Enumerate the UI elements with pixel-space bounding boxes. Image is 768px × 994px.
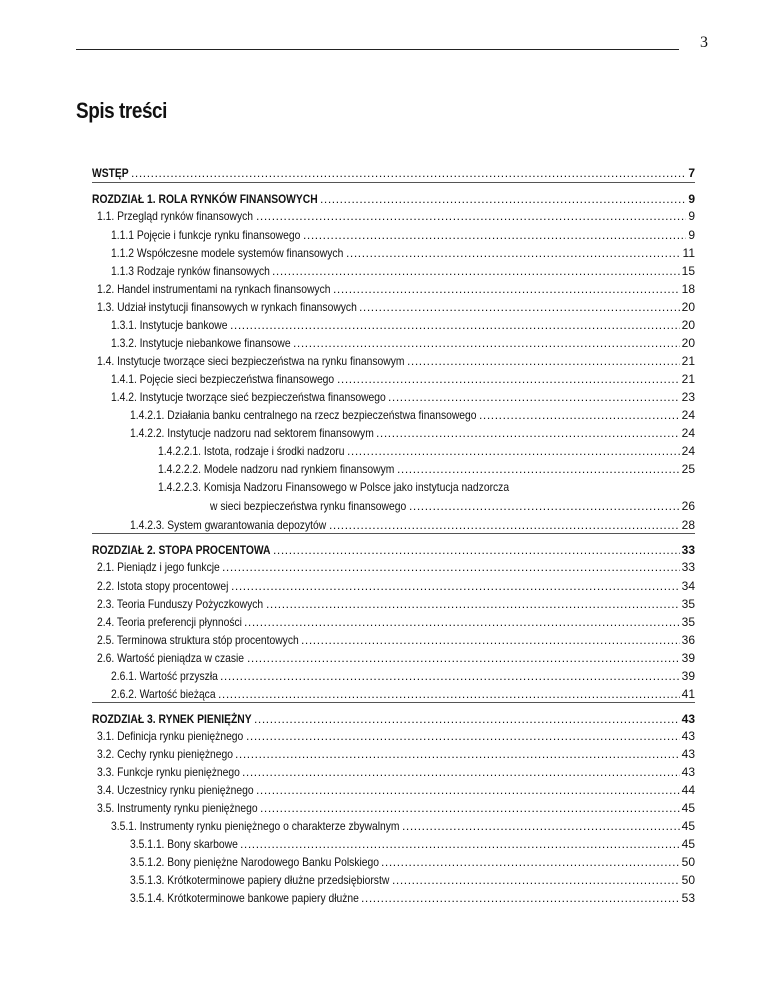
toc-entry[interactable]: [97, 352, 695, 370]
toc-page-number: 9: [688, 209, 695, 223]
toc-page-number: 20: [681, 318, 695, 332]
dot-leader: [222, 558, 680, 576]
toc-entry-label: 1.1. Przegląd rynków finansowych: [97, 209, 254, 223]
dot-leader: [402, 817, 680, 835]
toc-entry-label: 1.4.2.2.2. Modele nadzoru nad rynkiem finansowym: [158, 462, 395, 476]
dot-leader: [301, 631, 680, 649]
toc-entry[interactable]: [130, 424, 695, 442]
toc-entry-label: 1.3. Udział instytucji finansowych w rynkach finansowych: [97, 300, 357, 314]
toc-entry[interactable]: [111, 685, 695, 703]
toc-entry-label: 2.3. Teoria Funduszy Pożyczkowych: [97, 597, 264, 611]
toc-entry[interactable]: [158, 460, 695, 478]
toc-page-number: 36: [681, 633, 695, 647]
toc-entry-label: 1.3.2. Instytucje niebankowe finansowe: [111, 336, 291, 350]
dot-leader: [346, 244, 681, 262]
toc-page-number: 44: [681, 783, 695, 797]
toc-entry[interactable]: [97, 280, 695, 298]
toc-entry[interactable]: [111, 667, 695, 685]
toc-entry-label: 2.2. Istota stopy procentowej: [97, 579, 229, 593]
dot-leader: [273, 541, 680, 559]
toc-entry-label: 1.4.2.3. System gwarantowania depozytów: [130, 518, 327, 532]
toc-entry-label: 1.1.3 Rodzaje rynków finansowych: [111, 264, 270, 278]
toc-entry[interactable]: [97, 745, 695, 763]
toc-entry-label: 1.1.2 Współczesne modele systemów finansowych: [111, 246, 344, 260]
toc-entry[interactable]: [97, 727, 695, 745]
dot-leader: [381, 853, 680, 871]
dot-leader: [293, 334, 680, 352]
toc-entry-label: 3.1. Definicja rynku pieniężnego: [97, 729, 244, 743]
dot-leader: [303, 226, 686, 244]
toc-page-number: 7: [688, 166, 695, 180]
toc-page-number: 20: [681, 336, 695, 350]
toc-entry[interactable]: [130, 835, 695, 853]
page-number: 3: [700, 34, 708, 51]
toc-page-number: 24: [681, 408, 695, 422]
toc-entry[interactable]: [97, 631, 695, 649]
dot-leader: [397, 460, 680, 478]
toc-page-number: 50: [681, 855, 695, 869]
toc-page-number: 34: [681, 579, 695, 593]
toc-entry[interactable]: [97, 763, 695, 781]
toc-entry[interactable]: [111, 262, 695, 280]
toc-entry[interactable]: [111, 817, 695, 835]
toc-entry-label: 1.2. Handel instrumentami na rynkach finansowych: [97, 282, 331, 296]
toc-page-number: 45: [681, 801, 695, 815]
dot-leader: [246, 727, 680, 745]
toc-entry[interactable]: [130, 889, 695, 907]
toc-entry[interactable]: [111, 370, 695, 388]
toc-entry-label: 3.5.1.3. Krótkoterminowe papiery dłużne przedsiębiorstw: [130, 873, 390, 887]
toc-entry-label: ROZDZIAŁ 3. RYNEK PIENIĘŻNY: [92, 712, 252, 726]
dot-leader: [218, 685, 680, 703]
dot-leader: [347, 442, 680, 460]
toc-entry-label: 1.4.2.2. Instytucje nadzoru nad sektorem finansowym: [130, 426, 374, 440]
header-rule: [76, 49, 679, 50]
toc-entry-label: 2.6.1. Wartość przyszła: [111, 669, 218, 683]
toc-entry-label-text: 1.4.2.2.3. Komisja Nadzoru Finansowego w Polsce jako instytucja nadzorcza: [158, 480, 510, 494]
toc-page-number: 24: [681, 444, 695, 458]
toc-entry-label: w sieci bezpieczeństwa rynku finansowego: [210, 499, 407, 513]
toc-page-number: 28: [681, 518, 695, 532]
toc-entry-label: 2.5. Terminowa struktura stóp procentowych: [97, 633, 299, 647]
toc-entry[interactable]: [111, 334, 695, 352]
toc-entry[interactable]: [97, 781, 695, 799]
dot-leader: [131, 164, 686, 182]
dot-leader: [333, 280, 680, 298]
toc-page-number: 35: [681, 615, 695, 629]
toc-entry[interactable]: [97, 595, 695, 613]
toc-chapter-entry[interactable]: [92, 710, 695, 728]
toc-page-number: 53: [681, 891, 695, 905]
toc-entry-label: 1.4.2. Instytucje tworzące sieć bezpieczeństwa finansowego: [111, 390, 386, 404]
toc-entry[interactable]: [210, 497, 695, 515]
toc-page-number: 45: [681, 819, 695, 833]
toc-chapter-entry[interactable]: [92, 164, 695, 182]
dot-leader: [329, 516, 680, 534]
dot-leader: [247, 649, 680, 667]
toc-entry-label: 2.6. Wartość pieniądza w czasie: [97, 651, 245, 665]
toc-entry[interactable]: [97, 558, 695, 576]
toc-entry[interactable]: [97, 613, 695, 631]
toc-entry-label: 1.4.2.1. Działania banku centralnego na rzecz bezpieczeństwa finansowego: [130, 408, 477, 422]
toc-entry-label: 2.6.2. Wartość bieżąca: [111, 687, 216, 701]
toc-entry[interactable]: [111, 244, 695, 262]
dot-leader: [392, 871, 680, 889]
toc-page-number: 24: [681, 426, 695, 440]
toc-entry-label: 1.4. Instytucje tworzące sieci bezpieczeństwa na rynku finansowym: [97, 354, 405, 368]
toc-entry-label: 1.4.2.2.1. Istota, rodzaje i środki nadzoru: [158, 444, 345, 458]
toc-page-number: 39: [681, 651, 695, 665]
toc-entry[interactable]: [111, 388, 695, 406]
dot-leader: [320, 190, 686, 208]
toc-page-number: 50: [681, 873, 695, 887]
toc-page-number: 18: [681, 282, 695, 296]
toc-entry-label: 2.1. Pieniądz i jego funkcje: [97, 560, 220, 574]
toc-entry[interactable]: [130, 853, 695, 871]
toc-page-number: 15: [681, 264, 695, 278]
dot-leader: [359, 298, 680, 316]
toc-entry-label: 1.4.1. Pojęcie sieci bezpieczeństwa finansowego: [111, 372, 335, 386]
toc-entry-label: 3.4. Uczestnicy rynku pieniężnego: [97, 783, 254, 797]
dot-leader: [361, 889, 680, 907]
toc-entry[interactable]: [111, 226, 695, 244]
toc-page-number: 23: [681, 390, 695, 404]
toc-entry-label: ROZDZIAŁ 1. ROLA RYNKÓW FINANSOWYCH: [92, 192, 318, 206]
toc-page-number: 43: [681, 729, 695, 743]
dot-leader: [220, 667, 680, 685]
toc-entry[interactable]: [130, 871, 695, 889]
dot-leader: [235, 745, 680, 763]
dot-leader: [231, 577, 680, 595]
dot-leader: [479, 406, 680, 424]
toc-chapter-entry[interactable]: [92, 190, 695, 208]
dot-leader: [254, 710, 680, 728]
toc-entry-label: [158, 478, 566, 496]
toc-page-number: 21: [681, 372, 695, 386]
toc-page-number: 20: [681, 300, 695, 314]
toc-entry-label: ROZDZIAŁ 2. STOPA PROCENTOWA: [92, 543, 271, 557]
dot-leader: [337, 370, 680, 388]
toc-page-number: 41: [681, 687, 695, 701]
dot-leader: [230, 316, 680, 334]
dot-leader: [256, 207, 686, 225]
toc-page-number: 9: [688, 192, 695, 206]
toc-entry-label: 3.5.1.4. Krótkoterminowe bankowe papiery dłużne: [130, 891, 359, 905]
toc-page-number: 43: [681, 712, 695, 726]
toc-entry-label: 1.1.1 Pojęcie i funkcje rynku finansowego: [111, 228, 301, 242]
toc-entry-label: 3.2. Cechy rynku pieniężnego: [97, 747, 233, 761]
toc-entry[interactable]: [130, 406, 695, 424]
dot-leader: [260, 799, 680, 817]
dot-leader: [376, 424, 680, 442]
chapter-separator: [92, 182, 695, 183]
toc-page-number: 9: [688, 228, 695, 242]
dot-leader: [388, 388, 680, 406]
toc-entry[interactable]: [97, 577, 695, 595]
toc-page-number: 33: [681, 543, 695, 557]
toc-entry[interactable]: [111, 316, 695, 334]
toc-entry[interactable]: [97, 799, 695, 817]
toc-entry-label: 2.4. Teoria preferencji płynności: [97, 615, 242, 629]
toc-page-number: 45: [681, 837, 695, 851]
toc-page-number: 39: [681, 669, 695, 683]
toc-entry[interactable]: [97, 207, 695, 225]
toc-entry-label: 3.5.1. Instrumenty rynku pieniężnego o charakterze zbywalnym: [111, 819, 400, 833]
toc-entry-label: WSTĘP: [92, 166, 129, 180]
dot-leader: [409, 497, 680, 515]
toc-entry[interactable]: [158, 442, 695, 460]
dot-leader: [272, 262, 680, 280]
toc-entry-label: 3.5.1.1. Bony skarbowe: [130, 837, 238, 851]
toc-page-number: 43: [681, 747, 695, 761]
toc-entry-label: 3.5.1.2. Bony pieniężne Narodowego Banku Polskiego: [130, 855, 379, 869]
toc-page-number: 33: [681, 560, 695, 574]
toc-page-number: 25: [681, 462, 695, 476]
toc-entry[interactable]: [130, 516, 695, 534]
dot-leader: [256, 781, 680, 799]
toc-page-number: 43: [681, 765, 695, 779]
toc-title: Spis treści: [76, 98, 167, 123]
toc-page-number: 21: [681, 354, 695, 368]
toc-entry[interactable]: [97, 298, 695, 316]
toc-entry-label: 3.5. Instrumenty rynku pieniężnego: [97, 801, 258, 815]
dot-leader: [244, 613, 680, 631]
toc-page-number: 26: [681, 499, 695, 513]
toc-page-number: 11: [682, 246, 695, 260]
toc-entry-label: 3.3. Funkcje rynku pieniężnego: [97, 765, 240, 779]
toc-entry[interactable]: [97, 649, 695, 667]
toc-page-number: 35: [681, 597, 695, 611]
toc-chapter-entry[interactable]: [92, 541, 695, 559]
dot-leader: [407, 352, 680, 370]
toc-entry-label: 1.3.1. Instytucje bankowe: [111, 318, 228, 332]
dot-leader: [242, 763, 680, 781]
dot-leader: [266, 595, 680, 613]
dot-leader: [240, 835, 680, 853]
